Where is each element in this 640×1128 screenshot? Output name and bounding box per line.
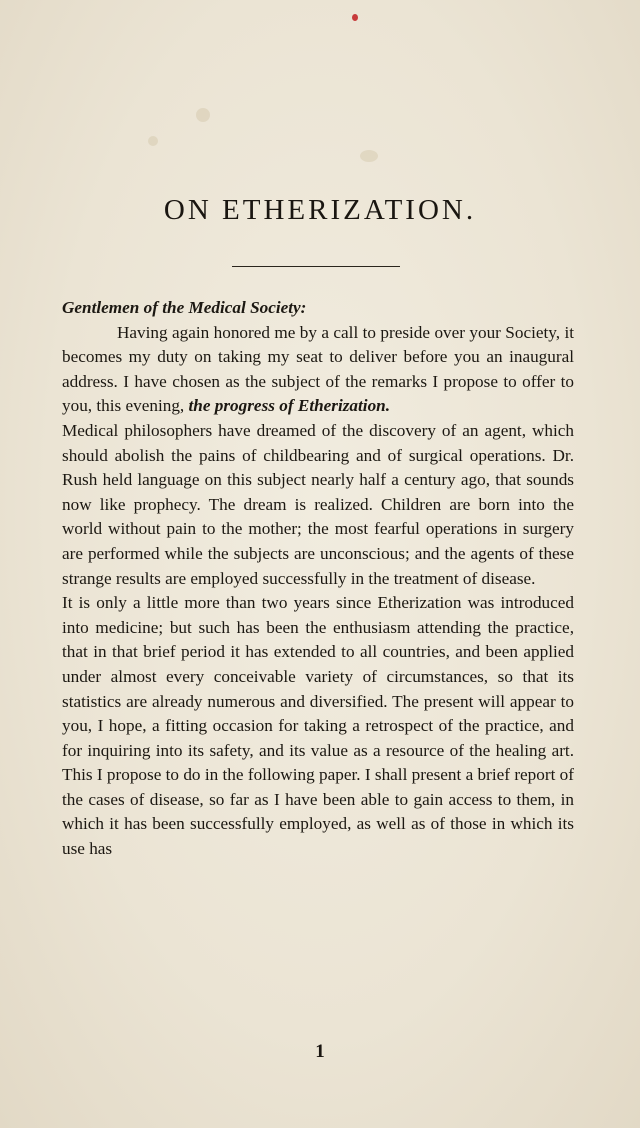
paper-stain: [196, 108, 210, 122]
page-number: 1: [315, 1041, 325, 1062]
red-ink-spot: [352, 14, 358, 21]
paragraph-1-emphasis: the progress of Etherization.: [188, 396, 391, 416]
paragraph-3: It is only a little more than two years since Etherization was introduced into medicine; but such has been the enthusiasm attending the practice, that in that brief period it has extended to all countries, and been applied under almost every conceivable variety of circumstances, so that its statistics are already numerous and diversified. The present will appear to you, I hope, a fitting occasion for taking a retrospect of the practice, and for inquiring into its safety, and its value as a resource of the healing art. This I propose to do in the following paper. I shall present a brief report of the cases of disease, so far as I have been able to gain access to them, in which it has been successfully employed, as well as of those in which its use has: [62, 593, 574, 859]
body-text: [62, 296, 574, 862]
salutation: Gentlemen of the Medical Society:: [62, 298, 307, 317]
title-divider: [232, 266, 400, 267]
paragraph-1-text: Having again honored me by a call to preside over your Society, it becomes my duty on taking my seat to deliver before you an inaugural address. I have chosen as the subject of the remarks I propose to offer to you, this evening,: [62, 322, 574, 416]
paper-stain: [360, 150, 378, 162]
paper-stain: [148, 136, 158, 146]
paragraph-2: Medical philosophers have dreamed of the discovery of an agent, which should abolish the pains of childbearing and of surgical operations. Dr. Rush held language on this subject nearly half a century ago, that sounds now like prophecy. The dream is realized. Children are born into the world without pain to the mother; the most fearful operations in surgery are performed while the subjects are unconscious; and the agents of these strange results are employed successfully in the treatment of disease.: [62, 420, 574, 588]
chapter-title: ON ETHERIZATION.: [163, 194, 477, 226]
paragraph-1: [62, 321, 574, 419]
